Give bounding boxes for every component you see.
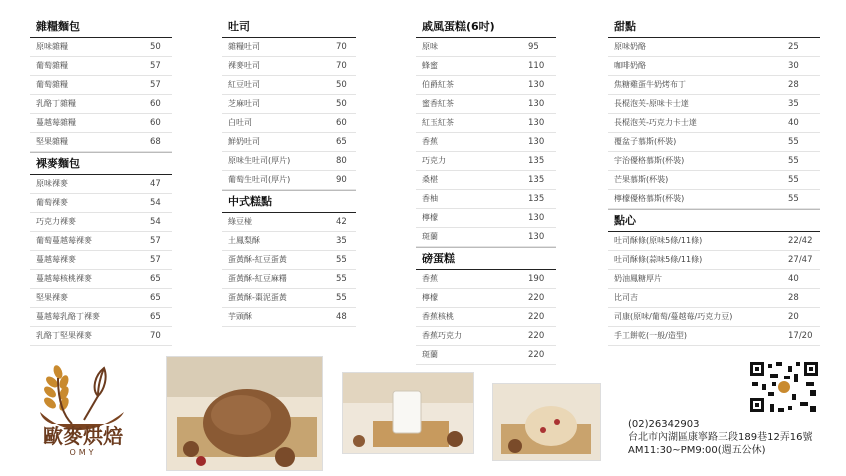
item-price: 130 [528, 232, 545, 242]
business-hours: AM11:30~PM9:00(週五公休) [628, 445, 766, 456]
item-name: 葡萄雜糧 [36, 61, 68, 70]
item-price: 135 [528, 156, 545, 166]
category-header: 磅蛋糕 [416, 247, 556, 270]
item-price: 65 [150, 312, 161, 322]
item-price: 130 [528, 99, 545, 109]
menu-item [30, 38, 172, 57]
item-name: 堅果裸麥 [36, 293, 68, 302]
menu-item [416, 327, 556, 346]
menu-item [416, 270, 556, 289]
item-price: 90 [336, 175, 347, 185]
menu-item [416, 228, 556, 247]
menu-item [30, 213, 172, 232]
item-list [222, 38, 356, 190]
item-price: 40 [788, 274, 799, 284]
item-name: 葡萄生吐司(厚片) [228, 175, 291, 184]
item-price: 135 [528, 194, 545, 204]
menu-item [30, 194, 172, 213]
item-price: 55 [336, 274, 347, 284]
item-list [222, 213, 356, 327]
item-price: 130 [528, 118, 545, 128]
category-header: 吐司 [222, 16, 356, 38]
menu-column-2 [222, 16, 356, 327]
photo-scone [492, 383, 601, 461]
menu-item [416, 133, 556, 152]
menu-item [222, 133, 356, 152]
item-price: 47 [150, 179, 161, 189]
menu-item [222, 213, 356, 232]
item-price: 220 [528, 312, 545, 322]
item-name: 咖啡奶酪 [614, 61, 646, 70]
item-price: 57 [150, 255, 161, 265]
item-name: 手工餅乾(一般/造型) [614, 331, 687, 340]
item-name: 堅果雜糧 [36, 137, 68, 146]
menu-item [30, 289, 172, 308]
menu-item [30, 175, 172, 194]
item-list [416, 38, 556, 247]
menu-item [608, 133, 820, 152]
menu-column-3 [416, 16, 556, 365]
item-name: 原味裸麥 [36, 179, 68, 188]
item-name: 香蕉巧克力 [422, 331, 462, 340]
photo-bread [166, 356, 323, 471]
item-name: 香蕉核桃 [422, 312, 454, 321]
item-price: 54 [150, 198, 161, 208]
menu-item [222, 308, 356, 327]
menu-item [222, 171, 356, 190]
item-name: 桑椹 [422, 175, 438, 184]
item-name: 原味雜糧 [36, 42, 68, 51]
brand-logo [28, 358, 138, 468]
category-header: 裸麥麵包 [30, 152, 172, 175]
item-price: 55 [336, 293, 347, 303]
item-price: 42 [336, 217, 347, 227]
item-name: 奶油鳳糖厚片 [614, 274, 662, 283]
item-name: 比司吉 [614, 293, 638, 302]
item-name: 吐司酥條(原味5條/11條) [614, 236, 703, 245]
item-price: 130 [528, 137, 545, 147]
menu-item [416, 308, 556, 327]
item-price: 65 [336, 137, 347, 147]
item-price: 55 [788, 175, 799, 185]
category-header: 雜糧麵包 [30, 16, 172, 38]
item-price: 220 [528, 350, 545, 360]
item-price: 70 [336, 61, 347, 71]
item-name: 乳酪丁堅果裸麥 [36, 331, 92, 340]
menu-item [608, 190, 820, 209]
item-name: 芋頭酥 [228, 312, 252, 321]
item-price: 130 [528, 80, 545, 90]
item-name: 鮮奶吐司 [228, 137, 260, 146]
item-price: 57 [150, 61, 161, 71]
photo-milk [342, 372, 474, 454]
item-price: 57 [150, 236, 161, 246]
category-header: 點心 [608, 209, 820, 232]
item-price: 25 [788, 42, 799, 52]
item-price: 22/42 [788, 236, 813, 246]
category-header: 中式糕點 [222, 190, 356, 213]
menu-item [608, 114, 820, 133]
item-name: 紅玉紅茶 [422, 118, 454, 127]
item-name: 原味生吐司(厚片) [228, 156, 291, 165]
menu-item [608, 289, 820, 308]
item-name: 葡萄裸麥 [36, 198, 68, 207]
item-name: 司康(原味/葡萄/蔓越莓/巧克力豆) [614, 312, 733, 321]
brand-name: 歐麥烘焙 [43, 424, 123, 448]
item-price: 35 [788, 99, 799, 109]
item-list [608, 38, 820, 209]
menu-item [222, 289, 356, 308]
item-name: 乳酪丁雜糧 [36, 99, 76, 108]
item-name: 蛋黃酥-紅豆麻糬 [228, 274, 287, 283]
phone-number: (02)26342903 [628, 419, 700, 430]
item-name: 蜜香紅茶 [422, 99, 454, 108]
item-name: 檸檬 [422, 213, 438, 222]
item-name: 芒果慕斯(杯裝) [614, 175, 669, 184]
menu-item [416, 114, 556, 133]
menu-item [608, 308, 820, 327]
item-name: 紅豆吐司 [228, 80, 260, 89]
category-header: 甜點 [608, 16, 820, 38]
item-name: 蔓越莓雜糧 [36, 118, 76, 127]
item-price: 55 [788, 137, 799, 147]
item-price: 28 [788, 80, 799, 90]
item-price: 60 [336, 118, 347, 128]
item-name: 覆盆子慕斯(杯裝) [614, 137, 677, 146]
item-price: 17/20 [788, 331, 813, 341]
contact-info [628, 418, 813, 457]
item-price: 220 [528, 331, 545, 341]
item-name: 蔓越莓乳酪丁裸麥 [36, 312, 100, 321]
item-price: 30 [788, 61, 799, 71]
item-name: 蔓越莓核桃裸麥 [36, 274, 92, 283]
menu-item [608, 171, 820, 190]
item-name: 宇治優格慕斯(杯裝) [614, 156, 685, 165]
menu-item [608, 270, 820, 289]
item-price: 20 [788, 312, 799, 322]
item-list [30, 175, 172, 346]
menu-item [416, 38, 556, 57]
menu-item [30, 114, 172, 133]
menu-item [222, 57, 356, 76]
menu-item [30, 133, 172, 152]
menu-item [416, 95, 556, 114]
item-price: 110 [528, 61, 545, 71]
menu-item [608, 76, 820, 95]
item-price: 50 [336, 80, 347, 90]
menu-item [30, 95, 172, 114]
item-price: 27/47 [788, 255, 813, 265]
brand-subtitle: OMY [69, 448, 97, 457]
item-name: 檸檬 [422, 293, 438, 302]
item-name: 葡萄蔓越莓裸麥 [36, 236, 92, 245]
item-price: 50 [150, 42, 161, 52]
item-name: 斑蘭 [422, 232, 438, 241]
menu-item [30, 76, 172, 95]
menu-item [608, 327, 820, 346]
menu-item [222, 38, 356, 57]
item-name: 芝麻吐司 [228, 99, 260, 108]
item-price: 80 [336, 156, 347, 166]
menu-item [608, 251, 820, 270]
item-price: 55 [336, 255, 347, 265]
item-name: 白吐司 [228, 118, 252, 127]
item-price: 35 [336, 236, 347, 246]
menu-item [30, 232, 172, 251]
item-name: 葡萄雜糧 [36, 80, 68, 89]
menu-item [222, 270, 356, 289]
menu-item [222, 251, 356, 270]
item-price: 55 [788, 194, 799, 204]
item-list [416, 270, 556, 365]
item-name: 雜糧吐司 [228, 42, 260, 51]
address: 台北市內湖區康寧路三段189巷12弄16號 [628, 432, 813, 443]
menu-item [608, 95, 820, 114]
menu-item [30, 308, 172, 327]
menu-item [608, 38, 820, 57]
item-price: 55 [788, 156, 799, 166]
item-name: 蔓越莓裸麥 [36, 255, 76, 264]
item-name: 檸檬優格慕斯(杯裝) [614, 194, 685, 203]
menu-item [416, 289, 556, 308]
item-name: 香柚 [422, 194, 438, 203]
item-price: 65 [150, 274, 161, 284]
item-price: 130 [528, 213, 545, 223]
menu-item [608, 232, 820, 251]
item-name: 巧克力裸麥 [36, 217, 76, 226]
qr-code [748, 360, 820, 414]
menu-column-4 [608, 16, 820, 346]
item-price: 54 [150, 217, 161, 227]
item-price: 135 [528, 175, 545, 185]
item-price: 50 [336, 99, 347, 109]
item-name: 綠豆椪 [228, 217, 252, 226]
item-price: 48 [336, 312, 347, 322]
item-name: 吐司酥條(蒜味5條/11條) [614, 255, 703, 264]
item-name: 長棍泡芙-原味卡士達 [614, 99, 689, 108]
item-name: 裸麥吐司 [228, 61, 260, 70]
menu-item [608, 57, 820, 76]
menu-item [30, 327, 172, 346]
menu-item [30, 251, 172, 270]
menu-item [416, 152, 556, 171]
menu-item [222, 114, 356, 133]
menu-item [416, 346, 556, 365]
menu-item [416, 57, 556, 76]
item-name: 香蕉 [422, 274, 438, 283]
menu-item [608, 152, 820, 171]
item-price: 70 [150, 331, 161, 341]
item-name: 蛋黃酥-紅豆蛋黃 [228, 255, 287, 264]
item-list [608, 232, 820, 346]
item-price: 95 [528, 42, 539, 52]
item-name: 原味 [422, 42, 438, 51]
item-name: 伯爵紅茶 [422, 80, 454, 89]
item-name: 蛋黃酥-棗泥蛋黃 [228, 293, 287, 302]
item-price: 190 [528, 274, 545, 284]
menu-item [222, 76, 356, 95]
item-price: 220 [528, 293, 545, 303]
item-price: 68 [150, 137, 161, 147]
item-name: 香蕉 [422, 137, 438, 146]
menu-item [222, 152, 356, 171]
item-price: 60 [150, 118, 161, 128]
item-price: 65 [150, 293, 161, 303]
menu-item [30, 57, 172, 76]
item-price: 57 [150, 80, 161, 90]
menu-item [222, 232, 356, 251]
item-name: 焦糖雞蛋牛奶烤布丁 [614, 80, 686, 89]
item-price: 70 [336, 42, 347, 52]
item-name: 土鳳梨酥 [228, 236, 260, 245]
item-price: 60 [150, 99, 161, 109]
item-price: 40 [788, 118, 799, 128]
category-header: 戚風蛋糕(6吋) [416, 16, 556, 38]
item-name: 原味奶酪 [614, 42, 646, 51]
menu-item [416, 209, 556, 228]
item-name: 蜂蜜 [422, 61, 438, 70]
item-list [30, 38, 172, 152]
item-name: 巧克力 [422, 156, 446, 165]
menu-item [222, 95, 356, 114]
menu-column-1 [30, 16, 172, 346]
menu-item [416, 190, 556, 209]
menu-item [416, 76, 556, 95]
item-price: 28 [788, 293, 799, 303]
item-name: 斑蘭 [422, 350, 438, 359]
menu-item [30, 270, 172, 289]
menu-item [416, 171, 556, 190]
item-name: 長棍泡芙-巧克力卡士達 [614, 118, 697, 127]
